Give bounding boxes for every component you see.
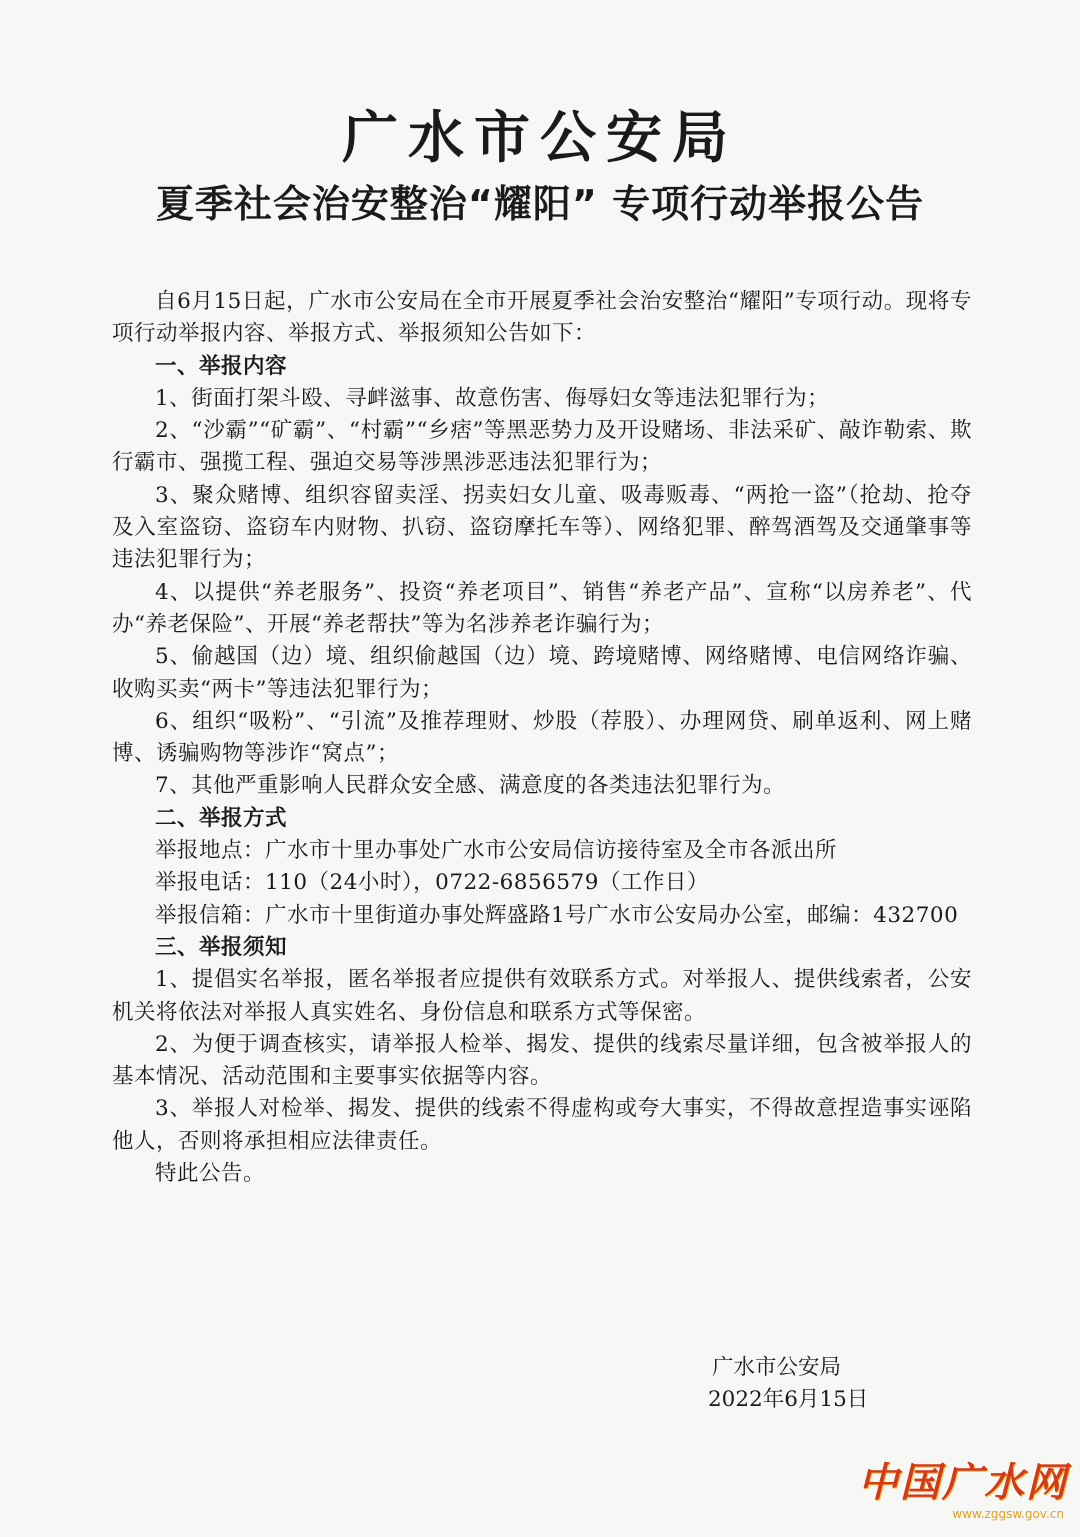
- intro-paragraph: 自6月15日起，广水市公安局在全市开展夏季社会治安整治“耀阳”专项行动。现将专项行动举报内容、举报方式、举报须知公告如下：: [112, 289, 972, 347]
- section-heading-report-content: 一、举报内容: [155, 353, 288, 379]
- list-item: 3、聚众赌博、组织容留卖淫、拐卖妇女儿童、吸毒贩毒、“两抢一盗”（抢劫、抢夺及入室盗窃、盗窃车内财物、扒窃、盗窃摩托车等）、网络犯罪、醉驾酒驾及交通肇事等违法犯罪行为；: [112, 482, 972, 573]
- list-item: 1、街面打架斗殴、寻衅滋事、故意伤害、侮辱妇女等违法犯罪行为；: [155, 385, 830, 411]
- list-item: 5、偷越国（边）境、组织偷越国（边）境、跨境赌博、网络赌博、电信网络诈骗、收购买卖“两卡”等违法犯罪行为；: [112, 644, 972, 702]
- report-mailbox: 举报信箱：广水市十里街道办事处辉盛路1号广水市公安局办公室，邮编：432700: [155, 902, 959, 928]
- document-body: [112, 286, 972, 1190]
- section-heading-report-notes: 三、举报须知: [155, 934, 288, 960]
- list-item: 2、为便于调查核实，请举报人检举、揭发、提供的线索尽量详细，包含被举报人的基本情况、活动范围和主要事实依据等内容。: [112, 1031, 972, 1090]
- list-item: 3、举报人对检举、揭发、提供的线索不得虚构或夸大事实，不得故意捏造事实诬陷他人，否则将承担相应法律责任。: [112, 1096, 972, 1154]
- closing-text: 特此公告。: [155, 1161, 266, 1187]
- watermark-logo-text: 中国广水网: [858, 1459, 1068, 1506]
- signature-date: 2022年6月15日: [708, 1387, 869, 1412]
- section-heading-report-methods: 二、举报方式: [155, 805, 288, 831]
- signature-org: 广水市公安局: [712, 1355, 842, 1380]
- list-item: 7、其他严重影响人民群众安全感、满意度的各类违法犯罪行为。: [155, 773, 786, 799]
- list-item: 1、提倡实名举报，匿名举报者应提供有效联系方式。对举报人、提供线索者，公安机关将依法对举报人真实姓名、身份信息和联系方式等保密。: [112, 967, 972, 1025]
- list-item: 6、组织“吸粉”、“引流”及推荐理财、炒股（荐股）、办理网贷、刷单返利、网上赌博、诱骗购物等涉诈“窝点”；: [112, 708, 972, 767]
- signature-block: [708, 1352, 968, 1416]
- list-item: 2、“沙霸”“矿霸”、“村霸”“乡痞”等黑恶势力及开设赌场、非法采矿、敲诈勒索、欺行霸市、强揽工程、强迫交易等涉黑涉恶违法犯罪行为；: [112, 418, 972, 476]
- document-subtitle: 夏季社会治安整治“耀阳” 专项行动举报公告: [155, 182, 925, 226]
- watermark-url: www.zggsw.gov.cn: [952, 1507, 1064, 1521]
- report-location: 举报地点：广水市十里办事处广水市公安局信访接待室及全市各派出所: [155, 838, 838, 864]
- list-item: 4、以提供“养老服务”、投资“养老项目”、销售“养老产品”、宣称“以房养老”、代办“养老保险”、开展“养老帮扶”等为名涉养老诈骗行为；: [112, 579, 972, 637]
- document-title: 广水市公安局: [342, 106, 738, 171]
- site-watermark: [858, 1461, 1068, 1521]
- report-phone: 举报电话：110（24小时），0722-6856579（工作日）: [155, 870, 709, 896]
